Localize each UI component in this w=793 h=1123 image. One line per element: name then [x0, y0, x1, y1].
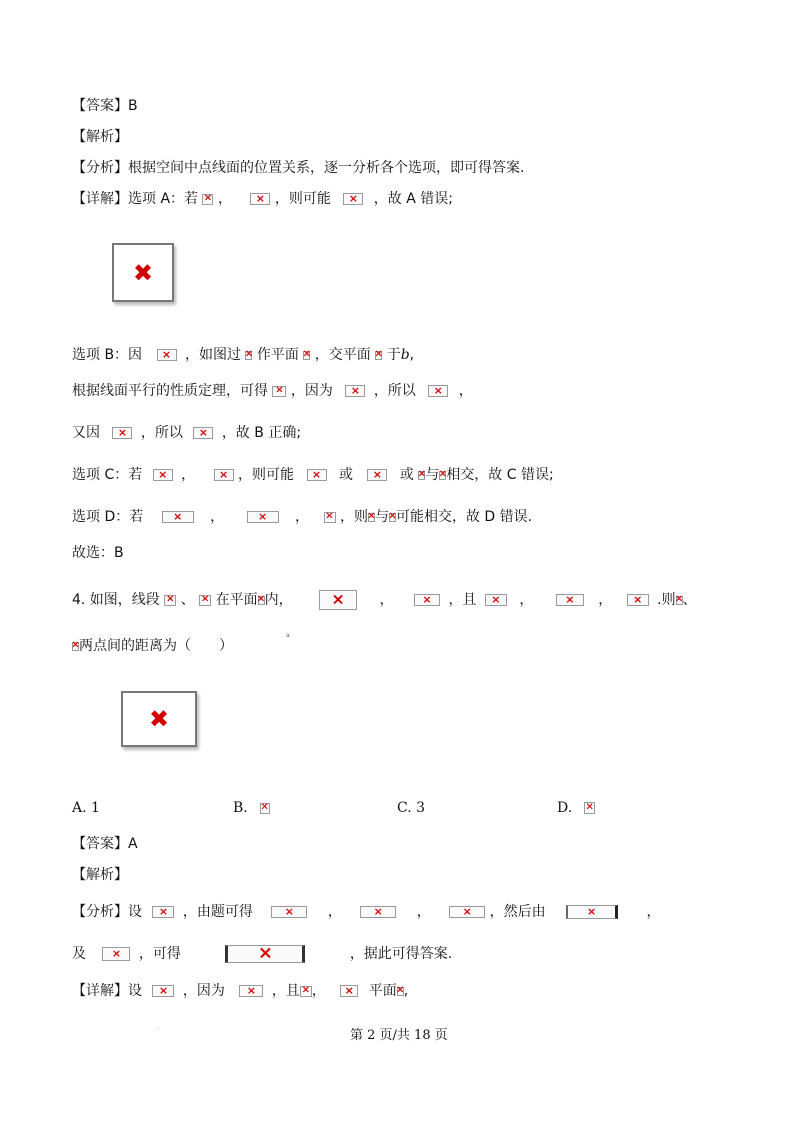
detail-line-optB-2: 根据线面平行的性质定理，可得 × ，因为 × ，所以 × ，: [72, 381, 473, 401]
analysis-heading-q3: 【解析】: [72, 129, 128, 145]
formula-image-icon: [627, 594, 649, 606]
formula-image-icon: [164, 595, 176, 606]
formula-image-icon: [319, 590, 357, 610]
formula-image-icon: [439, 471, 446, 480]
formula-image-icon: [324, 512, 336, 523]
formula-image-icon: [345, 385, 365, 397]
formula-image-icon: [162, 511, 194, 523]
formula-image-icon: [152, 985, 174, 997]
formula-image-icon: [303, 351, 310, 360]
option-d[interactable]: D.×: [557, 798, 595, 818]
detail-line-optD: 选项 D：若 × ， × ， × ，则× 与× 可能相交，故 D 错误.: [72, 507, 532, 527]
formula-image-icon: [239, 985, 263, 997]
formula-image-icon: [389, 513, 396, 522]
formula-image-icon: [418, 471, 425, 480]
formula-image-icon: [300, 986, 312, 997]
formula-image-icon: [360, 906, 396, 918]
figure-image-placeholder-icon: [112, 243, 174, 302]
q4-stem-line-1: 4. 如图，线段 × 、 × 在平面× 内， × ， × ，且 × ， × ， × .则× 、: [72, 590, 697, 610]
conclusion-line-q3: 故选：B: [72, 545, 124, 561]
formula-image-icon: [199, 595, 211, 606]
formula-image-icon: [250, 193, 270, 205]
option-a[interactable]: A. 1: [72, 800, 100, 816]
fenxi-line-q4-2: 及 × ，可得 × ，据此可得答案.: [72, 944, 452, 964]
page-footer: 第 2 页/共 18 页: [350, 1028, 448, 1043]
formula-image-icon: [428, 385, 448, 397]
q4-stem-line-2: ×两点间的距离为（ ）: [72, 636, 233, 656]
detail-line-optB-3: 又因 × ，所以 × ，故 B 正确;: [72, 423, 301, 443]
detail-line-optB-1: 选项 B：因 × ，如图过 × 作平面 × ，交平面 × 于b,: [72, 345, 414, 365]
formula-image-icon: [247, 511, 279, 523]
formula-image-icon: [112, 427, 132, 439]
fenxi-line-q3: 【分析】根据空间中点线面的位置关系，逐一分析各个选项，即可得答案.: [72, 160, 525, 176]
formula-image-icon: [152, 906, 174, 918]
formula-image-icon: [72, 642, 79, 651]
detail-line-optA: 【详解】选项 A：若 × ， × ，则可能 × ，故 A 错误;: [72, 189, 453, 209]
stray-mark: a: [286, 632, 290, 639]
formula-image-icon: [368, 513, 375, 522]
formula-image-icon: [556, 594, 584, 606]
formula-image-icon: [307, 469, 327, 481]
formula-image-icon: [260, 803, 270, 814]
formula-image-icon: [271, 906, 307, 918]
option-b[interactable]: B.×: [233, 798, 270, 818]
figure-image-placeholder-icon: [121, 691, 197, 747]
formula-image-icon: [449, 906, 485, 918]
formula-image-icon: [367, 469, 387, 481]
formula-image-icon: [272, 386, 286, 397]
formula-image-icon: [102, 947, 130, 961]
answer-line-q3: 【答案】B: [72, 98, 138, 114]
formula-image-icon: [214, 469, 234, 481]
formula-image-icon: [258, 596, 265, 605]
formula-image-icon: [153, 469, 173, 481]
formula-image-icon: [375, 351, 382, 360]
formula-image-icon: [193, 427, 213, 439]
formula-image-icon: [245, 351, 252, 360]
formula-image-icon: [676, 596, 683, 605]
formula-image-icon: [343, 193, 363, 205]
formula-image-icon: [566, 905, 618, 919]
formula-image-icon: [202, 194, 213, 205]
formula-image-icon: [157, 349, 177, 361]
answer-line-q4: 【答案】A: [72, 836, 138, 852]
analysis-heading-q4: 【解析】: [72, 867, 128, 883]
formula-image-icon: [485, 594, 507, 606]
detail-line-optC: 选项 C：若 × ， × ，则可能 × 或 × 或 × 与× 相交，故 C 错误;: [72, 465, 554, 485]
fenxi-line-q4-1: 【分析】设 × ，由题可得 × ， × ， × ，然后由 × ，: [72, 902, 661, 922]
stray-mark: .: [157, 1024, 159, 1031]
option-c[interactable]: C. 3: [397, 800, 426, 816]
formula-image-icon: [340, 985, 358, 997]
formula-image-icon: [225, 945, 305, 963]
formula-image-icon: [414, 594, 440, 606]
formula-image-icon: [397, 987, 404, 996]
detail-line-q4: 【详解】设 × ，因为 × ，且× ， × 平面× ,: [72, 981, 408, 1001]
formula-image-icon: [584, 802, 595, 814]
